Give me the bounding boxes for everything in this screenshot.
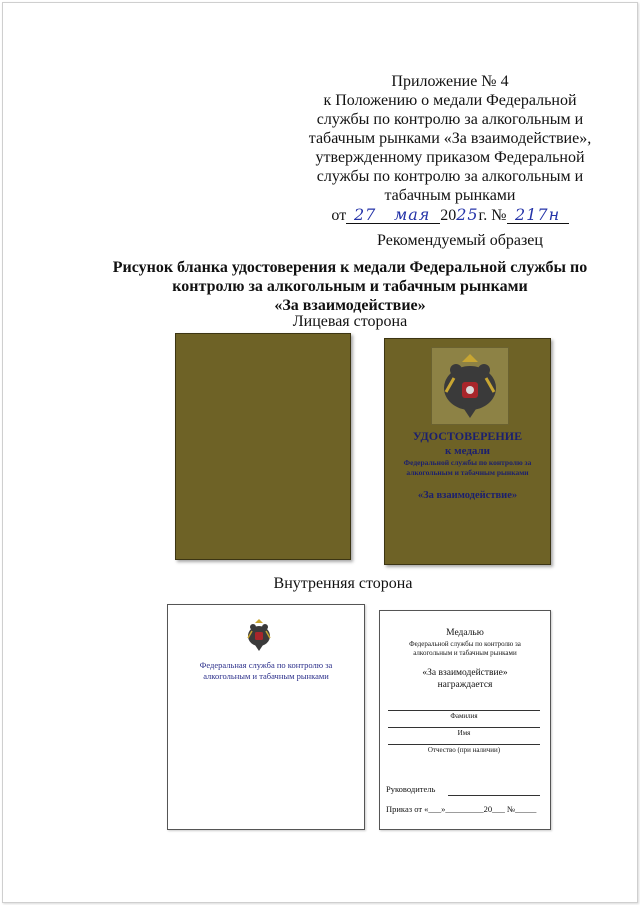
- awarded-text: награждается: [437, 680, 493, 690]
- appendix-line: табачным рынками «За взаимодействие»,: [308, 130, 592, 147]
- surname-caption: Фамилия: [450, 712, 478, 720]
- inner-right-page: [379, 610, 551, 830]
- emblem-box: [431, 347, 509, 425]
- order-month-handwritten: мая: [393, 205, 431, 224]
- medal-word: Медалью: [446, 628, 484, 638]
- cover-title: УДОСТОВЕРЕНИЕ: [412, 429, 523, 443]
- order-year-suffix: 25: [456, 205, 479, 224]
- order-number: [507, 207, 569, 224]
- double-headed-eagle-emblem-icon: [432, 348, 508, 424]
- cover-front-panel: [384, 338, 551, 565]
- document-title: [100, 258, 600, 315]
- name-caption: Имя: [457, 729, 471, 737]
- inner-medal-name: «За взаимодействие»: [422, 668, 508, 678]
- sample-label: Рекомендуемый образец: [377, 232, 543, 249]
- surname-line: [388, 710, 540, 711]
- inner-agency-line: Федеральная служба по контролю за: [199, 660, 333, 670]
- order-day: [346, 207, 384, 224]
- order-date-line: [300, 205, 600, 225]
- inner-left-page: [167, 604, 365, 830]
- cover-agency-line: Федеральной службы по контролю за: [403, 458, 532, 467]
- inner-right-agency-line: Федеральной службы по контролю за: [409, 640, 521, 648]
- order-prefix: от: [331, 207, 347, 224]
- head-signature-line: [448, 795, 540, 796]
- order-number-handwritten: 217н: [515, 205, 561, 224]
- order-year-prefix: 20: [440, 207, 457, 224]
- order-day-handwritten: 27: [354, 205, 377, 224]
- appendix-line: к Положению о медали Федеральной: [323, 92, 577, 109]
- cover-medal-name: «За взаимодействие»: [417, 490, 518, 501]
- appendix-line: табачным рынками: [384, 187, 516, 204]
- appendix-line: службы по контролю за алкогольным и: [316, 168, 584, 185]
- cover-agency-line: алкогольным и табачным рынками: [406, 468, 529, 477]
- appendix-block: [300, 72, 600, 225]
- patronymic-line: [388, 744, 540, 745]
- inner-agency-line: алкогольным и табачным рынками: [203, 671, 329, 681]
- title-line: Рисунок бланка удостоверения к медали Федеральной службы по: [112, 259, 588, 276]
- appendix-line: утвержденному приказом Федеральной: [315, 149, 585, 166]
- patronymic-caption: Отчество (при наличии): [427, 746, 501, 754]
- appendix-line: службы по контролю за алкогольным и: [316, 111, 584, 128]
- title-line: контролю за алкогольным и табачным рынками: [172, 278, 528, 295]
- title-line: «За взаимодействие»: [274, 297, 426, 314]
- inner-right-agency-line: алкогольным и табачным рынками: [413, 649, 517, 657]
- cover-subtitle: к медали: [445, 445, 490, 457]
- name-line: [388, 727, 540, 728]
- double-headed-eagle-emblem-icon: [244, 619, 274, 651]
- cover-back-panel: [175, 333, 351, 560]
- appendix-line: Приложение № 4: [391, 73, 509, 90]
- order-blank-line: Приказ от «___»_________20___ №_____: [386, 804, 537, 814]
- inner-side-label: Внутренняя сторона: [273, 575, 413, 592]
- head-label: Руководитель: [386, 784, 436, 794]
- front-side-label: Лицевая сторона: [292, 313, 408, 330]
- order-year-label: г. №: [478, 207, 507, 224]
- order-month: [384, 207, 440, 224]
